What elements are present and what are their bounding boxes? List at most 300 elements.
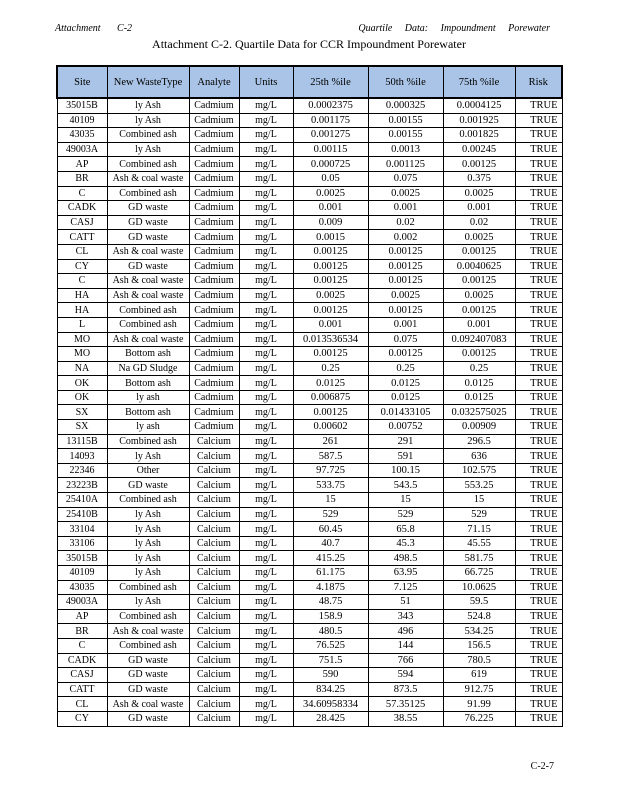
cell-p50: 15 <box>368 493 443 508</box>
cell-units: mg/L <box>239 157 293 172</box>
cell-waste-type: GD waste <box>107 668 189 683</box>
cell-units: mg/L <box>239 98 293 113</box>
cell-p50: 0.0025 <box>368 186 443 201</box>
cell-analyte: Calcium <box>189 609 239 624</box>
cell-risk: TRUE <box>515 201 562 216</box>
cell-waste-type: GD waste <box>107 215 189 230</box>
cell-p50: 0.00752 <box>368 420 443 435</box>
table-row <box>57 274 562 289</box>
column-header-risk: Risk <box>515 66 562 98</box>
table-row <box>57 157 562 172</box>
cell-waste-type: Bottom ash <box>107 376 189 391</box>
cell-p25: 0.0015 <box>293 230 368 245</box>
cell-p75: 0.02 <box>443 215 515 230</box>
cell-risk: TRUE <box>515 186 562 201</box>
cell-p75: 102.575 <box>443 463 515 478</box>
cell-p50: 0.075 <box>368 171 443 186</box>
cell-analyte: Cadmium <box>189 274 239 289</box>
cell-p50: 0.001 <box>368 317 443 332</box>
table-row <box>57 288 562 303</box>
cell-waste-type: ly Ash <box>107 566 189 581</box>
cell-p25: 533.75 <box>293 478 368 493</box>
table-row <box>57 98 562 113</box>
cell-units: mg/L <box>239 376 293 391</box>
cell-risk: TRUE <box>515 274 562 289</box>
cell-p75: 581.75 <box>443 551 515 566</box>
cell-p50: 0.00125 <box>368 274 443 289</box>
cell-p25: 0.001 <box>293 317 368 332</box>
cell-risk: TRUE <box>515 230 562 245</box>
cell-p25: 158.9 <box>293 609 368 624</box>
cell-site: 25410B <box>57 507 107 522</box>
cell-analyte: Cadmium <box>189 113 239 128</box>
cell-units: mg/L <box>239 522 293 537</box>
cell-analyte: Cadmium <box>189 303 239 318</box>
table-row <box>57 259 562 274</box>
cell-analyte: Calcium <box>189 653 239 668</box>
cell-p25: 0.05 <box>293 171 368 186</box>
cell-site: 43035 <box>57 128 107 143</box>
table-row <box>57 201 562 216</box>
cell-analyte: Cadmium <box>189 288 239 303</box>
cell-site: CL <box>57 697 107 712</box>
cell-p50: 0.02 <box>368 215 443 230</box>
cell-units: mg/L <box>239 390 293 405</box>
cell-analyte: Calcium <box>189 566 239 581</box>
table-row <box>57 128 562 143</box>
table-row <box>57 347 562 362</box>
cell-waste-type: Combined ash <box>107 317 189 332</box>
cell-waste-type: Ash & coal waste <box>107 624 189 639</box>
column-header-units: Units <box>239 66 293 98</box>
cell-p25: 0.0002375 <box>293 98 368 113</box>
cell-p25: 4.1875 <box>293 580 368 595</box>
cell-waste-type: ly ash <box>107 390 189 405</box>
cell-p50: 543.5 <box>368 478 443 493</box>
cell-units: mg/L <box>239 580 293 595</box>
cell-analyte: Calcium <box>189 507 239 522</box>
table-row <box>57 463 562 478</box>
cell-p75: 0.375 <box>443 171 515 186</box>
cell-p75: 0.00125 <box>443 347 515 362</box>
cell-site: CADK <box>57 653 107 668</box>
table-row <box>57 536 562 551</box>
cell-site: 49003A <box>57 142 107 157</box>
cell-units: mg/L <box>239 259 293 274</box>
cell-analyte: Cadmium <box>189 317 239 332</box>
cell-risk: TRUE <box>515 303 562 318</box>
table-row <box>57 595 562 610</box>
cell-waste-type: Combined ash <box>107 157 189 172</box>
cell-risk: TRUE <box>515 551 562 566</box>
cell-units: mg/L <box>239 595 293 610</box>
cell-p25: 60.45 <box>293 522 368 537</box>
table-row <box>57 638 562 653</box>
cell-waste-type: Na GD Sludge <box>107 361 189 376</box>
column-header-site: Site <box>57 66 107 98</box>
cell-site: BR <box>57 624 107 639</box>
cell-units: mg/L <box>239 420 293 435</box>
cell-p25: 587.5 <box>293 449 368 464</box>
cell-analyte: Cadmium <box>189 142 239 157</box>
table-row <box>57 697 562 712</box>
cell-site: 13115B <box>57 434 107 449</box>
cell-units: mg/L <box>239 244 293 259</box>
cell-p50: 0.0125 <box>368 376 443 391</box>
cell-risk: TRUE <box>515 113 562 128</box>
cell-analyte: Calcium <box>189 478 239 493</box>
table-row <box>57 507 562 522</box>
cell-p75: 780.5 <box>443 653 515 668</box>
cell-risk: TRUE <box>515 215 562 230</box>
cell-waste-type: ly ash <box>107 420 189 435</box>
cell-units: mg/L <box>239 215 293 230</box>
cell-p50: 63.95 <box>368 566 443 581</box>
cell-waste-type: Ash & coal waste <box>107 288 189 303</box>
column-header-50th-percentile: 50th %ile <box>368 66 443 98</box>
column-header-75th-percentile: 75th %ile <box>443 66 515 98</box>
cell-p25: 0.00125 <box>293 347 368 362</box>
cell-risk: TRUE <box>515 347 562 362</box>
cell-site: C <box>57 186 107 201</box>
cell-p25: 0.00125 <box>293 303 368 318</box>
cell-risk: TRUE <box>515 157 562 172</box>
table-body <box>57 98 562 726</box>
cell-analyte: Cadmium <box>189 230 239 245</box>
cell-p25: 97.725 <box>293 463 368 478</box>
cell-p25: 415.25 <box>293 551 368 566</box>
table-row <box>57 171 562 186</box>
cell-analyte: Calcium <box>189 697 239 712</box>
cell-p50: 0.0013 <box>368 142 443 157</box>
cell-p75: 0.0125 <box>443 390 515 405</box>
cell-units: mg/L <box>239 113 293 128</box>
cell-p25: 0.00602 <box>293 420 368 435</box>
cell-risk: TRUE <box>515 317 562 332</box>
cell-risk: TRUE <box>515 390 562 405</box>
cell-units: mg/L <box>239 303 293 318</box>
page-title: Attachment C-2. Quartile Data for CCR Impoundment Porewater <box>152 37 466 51</box>
attachment-label: Attachment <box>55 23 101 34</box>
cell-p75: 0.00125 <box>443 303 515 318</box>
cell-units: mg/L <box>239 697 293 712</box>
cell-p25: 61.175 <box>293 566 368 581</box>
cell-p50: 498.5 <box>368 551 443 566</box>
cell-analyte: Cadmium <box>189 405 239 420</box>
table-header-row <box>57 66 562 98</box>
cell-p50: 291 <box>368 434 443 449</box>
cell-site: HA <box>57 303 107 318</box>
cell-risk: TRUE <box>515 332 562 347</box>
cell-p25: 0.0025 <box>293 288 368 303</box>
cell-waste-type: Ash & coal waste <box>107 697 189 712</box>
cell-p75: 534.25 <box>443 624 515 639</box>
cell-site: CADK <box>57 201 107 216</box>
cell-waste-type: Combined ash <box>107 303 189 318</box>
cell-risk: TRUE <box>515 434 562 449</box>
cell-p75: 0.0004125 <box>443 98 515 113</box>
quartile-table <box>56 65 563 727</box>
cell-waste-type: Bottom ash <box>107 405 189 420</box>
cell-risk: TRUE <box>515 478 562 493</box>
cell-site: 14093 <box>57 449 107 464</box>
cell-p50: 0.001 <box>368 201 443 216</box>
header-word: Porewater <box>508 23 550 34</box>
cell-waste-type: Combined ash <box>107 128 189 143</box>
cell-waste-type: GD waste <box>107 201 189 216</box>
cell-analyte: Calcium <box>189 580 239 595</box>
attachment-id: C-2 <box>117 23 133 34</box>
table-row <box>57 493 562 508</box>
cell-site: BR <box>57 171 107 186</box>
cell-risk: TRUE <box>515 376 562 391</box>
cell-p25: 0.006875 <box>293 390 368 405</box>
cell-units: mg/L <box>239 449 293 464</box>
cell-site: 33106 <box>57 536 107 551</box>
cell-waste-type: GD waste <box>107 230 189 245</box>
cell-p75: 59.5 <box>443 595 515 610</box>
cell-waste-type: GD waste <box>107 682 189 697</box>
header-word: Data: <box>404 23 429 34</box>
cell-p25: 76.525 <box>293 638 368 653</box>
cell-p25: 15 <box>293 493 368 508</box>
column-header-waste-type: New WasteType <box>107 66 189 98</box>
cell-risk: TRUE <box>515 449 562 464</box>
cell-units: mg/L <box>239 566 293 581</box>
cell-p25: 48.75 <box>293 595 368 610</box>
cell-site: CY <box>57 259 107 274</box>
cell-p50: 100.15 <box>368 463 443 478</box>
cell-analyte: Cadmium <box>189 347 239 362</box>
cell-p75: 0.001925 <box>443 113 515 128</box>
cell-waste-type: Combined ash <box>107 609 189 624</box>
cell-p50: 0.001125 <box>368 157 443 172</box>
cell-site: 40109 <box>57 566 107 581</box>
cell-p25: 834.25 <box>293 682 368 697</box>
cell-units: mg/L <box>239 463 293 478</box>
table-row <box>57 332 562 347</box>
cell-risk: TRUE <box>515 638 562 653</box>
cell-analyte: Calcium <box>189 668 239 683</box>
cell-p50: 0.00125 <box>368 347 443 362</box>
cell-site: MO <box>57 332 107 347</box>
cell-site: L <box>57 317 107 332</box>
cell-p25: 0.00125 <box>293 405 368 420</box>
header-word: Quartile <box>358 23 393 34</box>
cell-waste-type: Ash & coal waste <box>107 244 189 259</box>
cell-risk: TRUE <box>515 609 562 624</box>
cell-p50: 0.01433105 <box>368 405 443 420</box>
cell-analyte: Calcium <box>189 493 239 508</box>
cell-p75: 0.00125 <box>443 244 515 259</box>
cell-p75: 0.092407083 <box>443 332 515 347</box>
cell-p25: 28.425 <box>293 711 368 726</box>
cell-site: 25410A <box>57 493 107 508</box>
cell-units: mg/L <box>239 668 293 683</box>
cell-p75: 553.25 <box>443 478 515 493</box>
cell-units: mg/L <box>239 507 293 522</box>
cell-p50: 7.125 <box>368 580 443 595</box>
cell-p50: 0.00125 <box>368 244 443 259</box>
table-row <box>57 186 562 201</box>
cell-units: mg/L <box>239 201 293 216</box>
cell-p25: 34.60958334 <box>293 697 368 712</box>
cell-risk: TRUE <box>515 697 562 712</box>
cell-risk: TRUE <box>515 580 562 595</box>
cell-risk: TRUE <box>515 493 562 508</box>
table-row <box>57 420 562 435</box>
cell-waste-type: Ash & coal waste <box>107 171 189 186</box>
cell-p25: 261 <box>293 434 368 449</box>
cell-p50: 873.5 <box>368 682 443 697</box>
cell-site: CY <box>57 711 107 726</box>
cell-p75: 45.55 <box>443 536 515 551</box>
cell-risk: TRUE <box>515 288 562 303</box>
cell-site: OK <box>57 376 107 391</box>
cell-p50: 0.00125 <box>368 303 443 318</box>
cell-site: 33104 <box>57 522 107 537</box>
cell-p75: 0.001 <box>443 317 515 332</box>
cell-p50: 0.00155 <box>368 113 443 128</box>
cell-waste-type: ly Ash <box>107 507 189 522</box>
cell-site: 40109 <box>57 113 107 128</box>
cell-analyte: Calcium <box>189 711 239 726</box>
cell-p25: 480.5 <box>293 624 368 639</box>
cell-analyte: Calcium <box>189 595 239 610</box>
cell-p25: 0.25 <box>293 361 368 376</box>
cell-waste-type: ly Ash <box>107 113 189 128</box>
cell-units: mg/L <box>239 317 293 332</box>
cell-site: SX <box>57 420 107 435</box>
header-word: Impoundment <box>440 23 496 34</box>
cell-site: AP <box>57 609 107 624</box>
cell-analyte: Cadmium <box>189 215 239 230</box>
cell-waste-type: ly Ash <box>107 142 189 157</box>
cell-analyte: Calcium <box>189 551 239 566</box>
cell-p75: 912.75 <box>443 682 515 697</box>
cell-analyte: Cadmium <box>189 361 239 376</box>
cell-p75: 0.0040625 <box>443 259 515 274</box>
cell-analyte: Cadmium <box>189 201 239 216</box>
cell-risk: TRUE <box>515 128 562 143</box>
cell-p25: 0.000725 <box>293 157 368 172</box>
cell-risk: TRUE <box>515 405 562 420</box>
cell-site: MO <box>57 347 107 362</box>
cell-analyte: Calcium <box>189 682 239 697</box>
table-row <box>57 361 562 376</box>
cell-p75: 296.5 <box>443 434 515 449</box>
table-row <box>57 449 562 464</box>
cell-waste-type: Bottom ash <box>107 347 189 362</box>
table-row <box>57 303 562 318</box>
table-row <box>57 653 562 668</box>
table-row <box>57 244 562 259</box>
cell-waste-type: ly Ash <box>107 449 189 464</box>
cell-p75: 0.00245 <box>443 142 515 157</box>
cell-p50: 0.000325 <box>368 98 443 113</box>
cell-p75: 0.0125 <box>443 376 515 391</box>
cell-analyte: Calcium <box>189 536 239 551</box>
cell-units: mg/L <box>239 361 293 376</box>
cell-waste-type: ly Ash <box>107 98 189 113</box>
cell-p50: 0.002 <box>368 230 443 245</box>
cell-risk: TRUE <box>515 624 562 639</box>
cell-site: SX <box>57 405 107 420</box>
cell-p25: 0.0125 <box>293 376 368 391</box>
cell-analyte: Calcium <box>189 522 239 537</box>
cell-waste-type: Combined ash <box>107 580 189 595</box>
cell-waste-type: ly Ash <box>107 595 189 610</box>
cell-analyte: Cadmium <box>189 390 239 405</box>
cell-p75: 619 <box>443 668 515 683</box>
column-header-analyte: Analyte <box>189 66 239 98</box>
cell-site: 49003A <box>57 595 107 610</box>
cell-p25: 590 <box>293 668 368 683</box>
cell-p50: 0.0125 <box>368 390 443 405</box>
cell-p25: 0.009 <box>293 215 368 230</box>
cell-site: OK <box>57 390 107 405</box>
table-row <box>57 711 562 726</box>
cell-units: mg/L <box>239 434 293 449</box>
cell-risk: TRUE <box>515 566 562 581</box>
cell-analyte: Cadmium <box>189 420 239 435</box>
cell-p75: 71.15 <box>443 522 515 537</box>
table-row <box>57 215 562 230</box>
table-row <box>57 113 562 128</box>
cell-site: HA <box>57 288 107 303</box>
table-row <box>57 551 562 566</box>
cell-p75: 0.032575025 <box>443 405 515 420</box>
cell-site: 23223B <box>57 478 107 493</box>
cell-p25: 0.00125 <box>293 244 368 259</box>
cell-site: 22346 <box>57 463 107 478</box>
cell-p25: 0.00115 <box>293 142 368 157</box>
cell-units: mg/L <box>239 128 293 143</box>
table-row <box>57 478 562 493</box>
cell-p50: 0.0025 <box>368 288 443 303</box>
cell-p25: 0.0025 <box>293 186 368 201</box>
cell-p75: 0.0025 <box>443 230 515 245</box>
cell-waste-type: Combined ash <box>107 186 189 201</box>
cell-p75: 156.5 <box>443 638 515 653</box>
cell-risk: TRUE <box>515 171 562 186</box>
cell-p75: 529 <box>443 507 515 522</box>
cell-waste-type: Other <box>107 463 189 478</box>
cell-p75: 0.00125 <box>443 274 515 289</box>
cell-units: mg/L <box>239 551 293 566</box>
cell-units: mg/L <box>239 609 293 624</box>
cell-p75: 0.0025 <box>443 288 515 303</box>
cell-site: CL <box>57 244 107 259</box>
cell-p75: 524.8 <box>443 609 515 624</box>
cell-p50: 38.55 <box>368 711 443 726</box>
cell-waste-type: Combined ash <box>107 638 189 653</box>
cell-risk: TRUE <box>515 711 562 726</box>
cell-site: AP <box>57 157 107 172</box>
table-row <box>57 434 562 449</box>
cell-p25: 529 <box>293 507 368 522</box>
cell-p25: 0.00125 <box>293 274 368 289</box>
table-row <box>57 230 562 245</box>
cell-units: mg/L <box>239 536 293 551</box>
cell-p50: 766 <box>368 653 443 668</box>
column-header-25th-percentile: 25th %ile <box>293 66 368 98</box>
cell-p75: 0.00125 <box>443 157 515 172</box>
cell-p50: 0.25 <box>368 361 443 376</box>
cell-risk: TRUE <box>515 522 562 537</box>
cell-site: C <box>57 274 107 289</box>
cell-site: 43035 <box>57 580 107 595</box>
